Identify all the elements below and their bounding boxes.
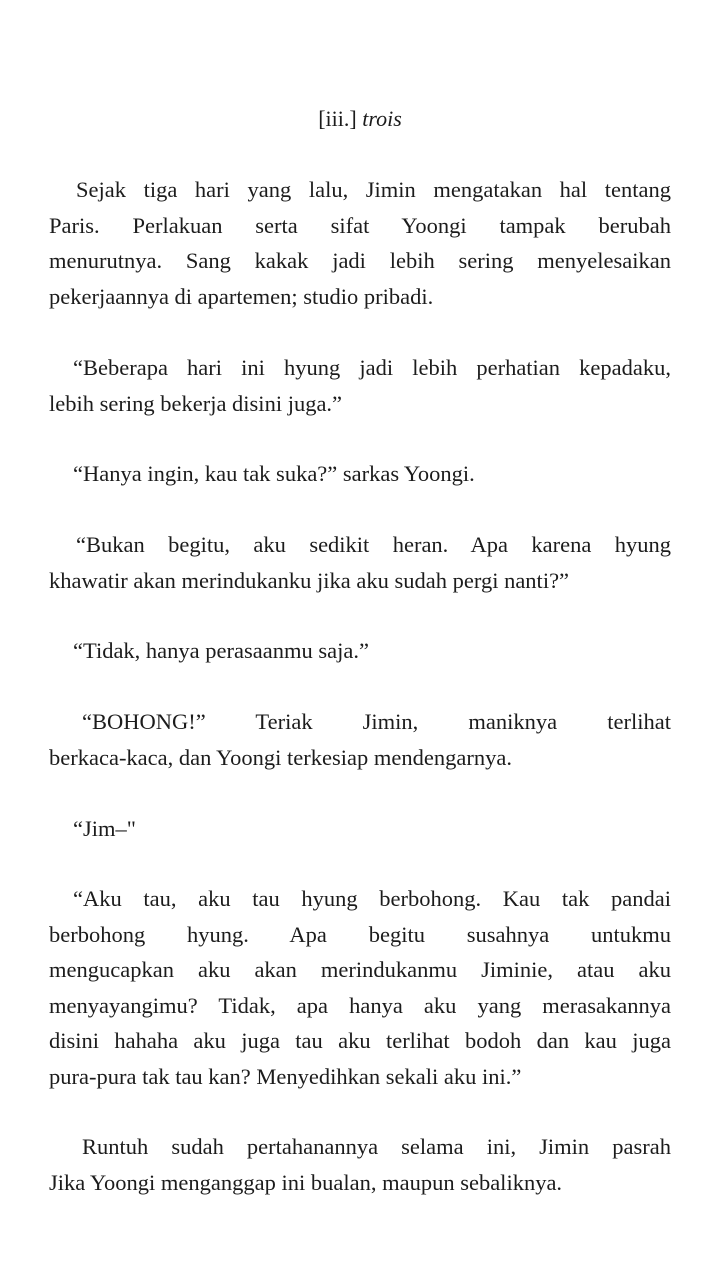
text-line: “BOHONG!” Teriak Jimin, maniknya terlihat [82, 709, 671, 734]
text-line: “Bukan begitu, aku sedikit heran. Apa karena hyung [76, 532, 671, 557]
text-line: pura-pura tak tau kan? Menyedihkan sekali aku ini.” [49, 1063, 522, 1089]
text-line: menurutnya. Sang kakak jadi lebih sering menyelesaikan [49, 248, 671, 273]
text-line: berkaca-kaca, dan Yoongi terkesiap mendengarnya. [49, 744, 512, 770]
text-line: Sejak tiga hari yang lalu, Jimin mengatakan hal tentang [76, 177, 671, 202]
text-line: Jika Yoongi menganggap ini bualan, maupun sebaliknya. [49, 1169, 563, 1195]
text-line: khawatir akan merindukanku jika aku sudah pergi nanti?” [49, 567, 570, 593]
text-line: pekerjaannya di apartemen; studio pribadi. [49, 283, 434, 309]
chapter-number: [iii.] [318, 106, 357, 131]
text-line: berbohong hyung. Apa begitu susahnya untukmu [49, 921, 671, 947]
text-line: disini hahaha aku juga tau aku terlihat bodoh dan kau juga [49, 1028, 671, 1053]
text-line: mengucapkan aku akan merindukanmu Jiminie, atau aku [49, 957, 671, 982]
text-line: “Hanya ingin, kau tak suka?” sarkas Yoongi. [73, 461, 475, 486]
text-line: “Aku tau, aku tau hyung berbohong. Kau tak pandai [73, 886, 671, 911]
paragraph [49, 172, 671, 314]
text-line: “Tidak, hanya perasaanmu saja.” [73, 638, 369, 663]
paragraph [49, 633, 671, 669]
paragraph [49, 456, 671, 492]
text-line: Runtuh sudah pertahanannya selama ini, Jimin pasrah [82, 1134, 671, 1159]
text-line: “Jim–" [73, 816, 136, 841]
paragraph [49, 704, 671, 775]
paragraph [49, 527, 671, 598]
text-line: “Beberapa hari ini hyung jadi lebih perhatian kepadaku, [73, 355, 671, 380]
text-line: Paris. Perlakuan serta sifat Yoongi tampak berubah [49, 212, 671, 238]
text-line: menyayangimu? Tidak, apa hanya aku yang merasakannya [49, 992, 671, 1018]
paragraph [49, 811, 671, 847]
paragraph [49, 350, 671, 421]
chapter-heading [49, 102, 671, 136]
text-line: lebih sering bekerja disini juga.” [49, 390, 343, 416]
paragraph [49, 881, 671, 1094]
paragraph [49, 1129, 671, 1200]
chapter-title: trois [362, 106, 402, 131]
